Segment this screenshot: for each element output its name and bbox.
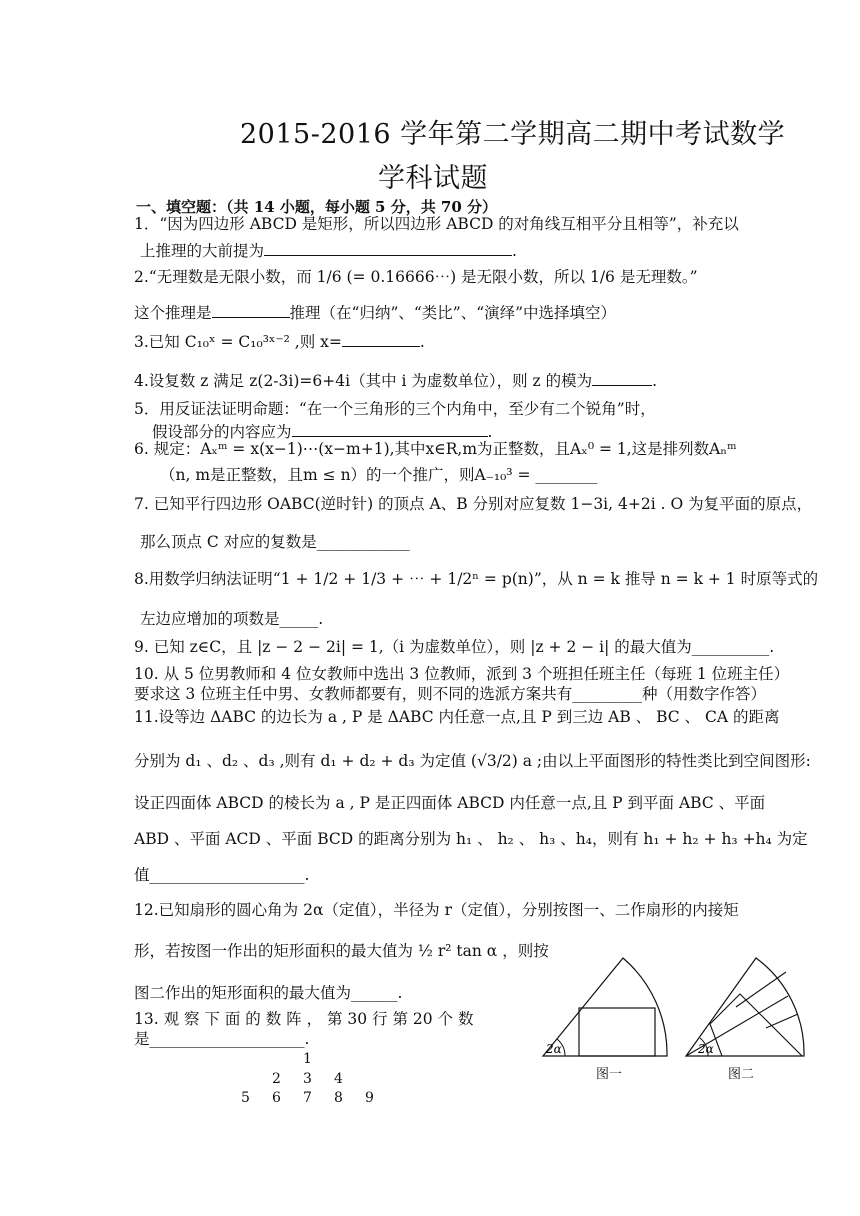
number-cell: 9 [365, 1090, 374, 1106]
number-cell: 8 [334, 1090, 343, 1106]
question-11-line4: ABD 、平面 ACD 、平面 BCD 的距离分别为 h₁ 、 h₂ 、 h₃ 、h₄，则有 h₁ + h₂ + h₃ +h₄ 为定 [134, 830, 808, 848]
figure-2 [680, 952, 810, 1058]
question-7-line2: 那么顶点 C 对应的复数是____________ [140, 533, 410, 551]
page-title: 2015-2016 学年第二学期高二期中考试数学 [240, 119, 786, 150]
question-2-text-b: 推理（在“归纳”、“类比”、“演绎”中选择填空） [289, 304, 617, 322]
angle-label: 2α [546, 1042, 562, 1056]
figure-2-caption: 图二 [728, 1067, 755, 1082]
answer-blank [264, 241, 512, 256]
number-cell: 4 [334, 1071, 343, 1087]
question-12-line1: 12.已知扇形的圆心角为 2α（定值），半径为 r（定值），分别按图一、二作扇形的内接矩 [134, 901, 739, 919]
question-9: 9. 已知 z∈C，且 |z − 2 − 2i| = 1,（i 为虚数单位），则 |z + 2 − i| 的最大值为__________. [134, 638, 775, 656]
question-3: 3.已知 C₁₀ˣ = C₁₀³ˣ⁻² ,则 x= . [134, 333, 425, 351]
question-11-line3: 设正四面体 ABCD 的棱长为 a , P 是正四面体 ABCD 内任意一点,且 P 到平面 ABC 、平面 [134, 794, 766, 812]
answer-blank [592, 371, 652, 386]
question-11-line1: 11.设等边 ΔABC 的边长为 a , P 是 ΔABC 内任意一点,且 P 到三边 AB 、 BC 、 CA 的距离 [134, 708, 780, 726]
number-cell: 6 [272, 1090, 281, 1106]
angle-label: 2α [698, 1042, 714, 1056]
section-heading: 一、填空题：（共 14 小题，每小题 5 分，共 70 分） [136, 198, 498, 216]
question-5-text: 假设部分的内容应为 [152, 423, 292, 441]
question-13-line1: 13. 观 察 下 面 的 数 阵 ， 第 30 行 第 20 个 数 [134, 1010, 474, 1028]
inscribed-rectangle [579, 1008, 655, 1056]
question-4-text: 4.设复数 z 满足 z(2-3i)=6+4i（其中 i 为虚数单位），则 z 的模为 [134, 372, 593, 390]
question-3-text: 3.已知 C₁₀ˣ = C₁₀³ˣ⁻² ,则 x= [134, 333, 342, 351]
figure-1 [535, 952, 675, 1058]
number-array-row-2 [272, 1071, 365, 1087]
question-11-line2: 分别为 d₁ 、d₂ 、d₃ ,则有 d₁ + d₂ + d₃ 为定值 (√3/2) a ;由以上平面图形的特性类比到空间图形: [134, 752, 811, 770]
question-7-line1: 7. 已知平行四边形 OABC(逆时针) 的顶点 A、B 分别对应复数 1−3i, 4+2i . O 为复平面的原点， [134, 495, 813, 513]
question-11-line5: 值____________________. [134, 866, 310, 884]
question-2-text-a: 这个推理是 [134, 304, 212, 322]
number-cell: 1 [303, 1051, 312, 1067]
question-10-line2: 要求这 3 位班主任中男、女教师都要有，则不同的选派方案共有_________种（用数字作答） [134, 685, 766, 703]
figure-1-caption: 图一 [596, 1067, 623, 1082]
question-10-line1: 10. 从 5 位男教师和 4 位女教师中选出 3 位教师，派到 3 个班担任班主任（每班 1 位班主任） [134, 665, 790, 683]
number-cell: 5 [241, 1090, 250, 1106]
question-2-line1: 2.“无理数是无限小数，而 1/6 (= 0.16666⋯) 是无限小数，所以 1/6 是无理数。” [134, 268, 698, 286]
number-array-row-1 [303, 1051, 312, 1067]
question-1-line1: 1．“因为四边形 ABCD 是矩形，所以四边形 ABCD 的对角线互相平分且相等”，补充以 [134, 215, 739, 233]
question-12-line3: 图二作出的矩形面积的最大值为______. [134, 984, 403, 1002]
answer-blank [212, 303, 290, 318]
number-cell: 2 [272, 1071, 281, 1087]
question-5-line2: 假设部分的内容应为 . [152, 423, 493, 441]
question-5-line1: 5．用反证法证明命题：“在一个三角形的三个内角中，至少有二个锐角”时， [134, 400, 656, 418]
answer-blank [342, 332, 420, 347]
question-4: 4.设复数 z 满足 z(2-3i)=6+4i（其中 i 为虚数单位），则 z 的模为 . [134, 372, 658, 390]
question-1-text: 上推理的大前提为 [140, 242, 265, 260]
question-13-line2: 是____________________. [134, 1030, 310, 1048]
question-6-line1: 6. 规定：Aₓᵐ = x(x−1)⋯(x−m+1),其中x∈R,m为正整数，且Aₓ⁰ = 1,这是排列数Aₙᵐ [134, 440, 737, 458]
number-cell: 3 [303, 1071, 312, 1087]
number-cell: 7 [303, 1090, 312, 1106]
question-12-line2: 形，若按图一作出的矩形面积的最大值为 ½ r² tan α ，则按 [134, 942, 549, 960]
question-2-line2 [134, 303, 616, 322]
page-subtitle: 学科试题 [378, 163, 488, 194]
number-array-row-3 [241, 1090, 396, 1106]
question-6-line2: （n, m是正整数，且m ≤ n）的一个推广，则A₋₁₀³ = ________ [160, 466, 598, 484]
inner-line [766, 1014, 798, 1028]
question-8-line2: 左边应增加的项数是_____. [140, 610, 324, 628]
question-1-line2: 上推理的大前提为 . [140, 242, 517, 260]
question-8-line1: 8.用数学归纳法证明“1 + 1/2 + 1/3 + ⋯ + 1/2ⁿ = p(n)”，从 n = k 推导 n = k + 1 时原等式的 [134, 570, 819, 588]
answer-blank [292, 422, 488, 437]
